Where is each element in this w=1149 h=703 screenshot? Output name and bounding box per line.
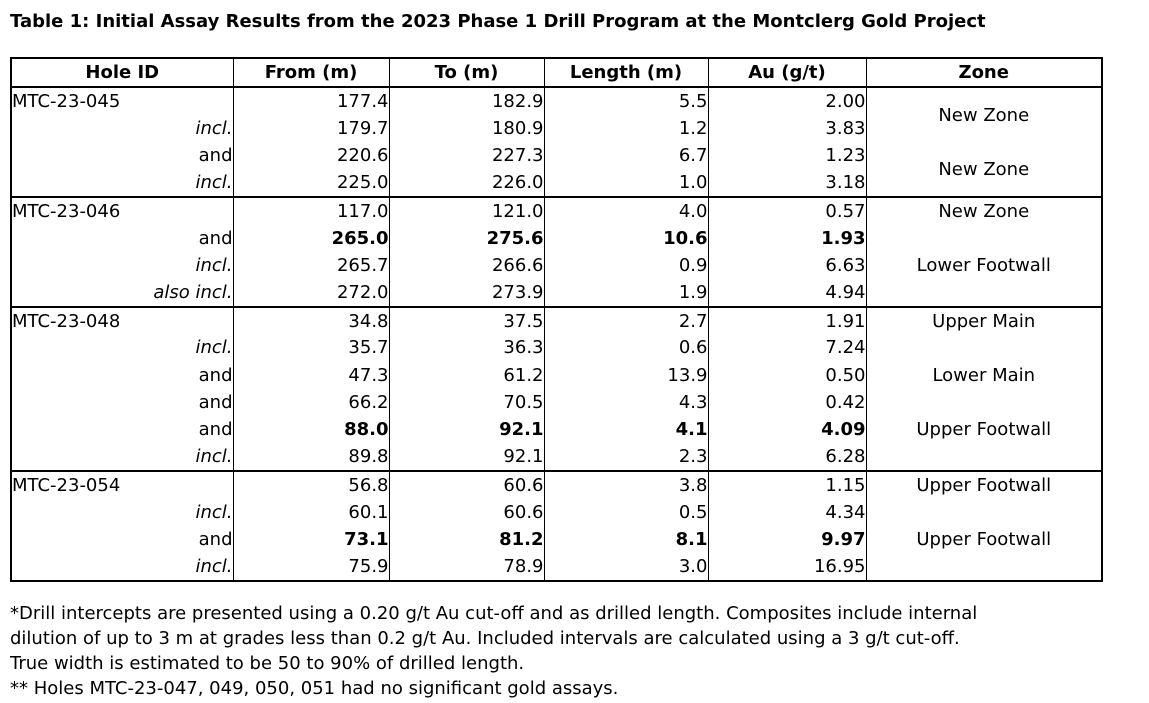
qualifier-cell: incl. [11, 334, 233, 361]
qualifier-cell: incl. [11, 444, 233, 471]
length-cell: 0.9 [544, 252, 708, 280]
length-cell: 5.5 [544, 87, 708, 115]
qualifier-cell: incl. [11, 115, 233, 143]
to-cell: 60.6 [389, 499, 544, 527]
qualifier-cell: and [11, 225, 233, 253]
length-cell: 1.0 [544, 170, 708, 198]
table-header [11, 58, 1102, 87]
from-cell: 220.6 [233, 142, 389, 170]
from-cell: 177.4 [233, 87, 389, 115]
length-cell: 4.3 [544, 389, 708, 416]
au-cell: 1.91 [708, 307, 866, 334]
zone-label: Upper Footwall [916, 419, 1052, 440]
table-row [11, 307, 1102, 334]
hole-id-cell: MTC-23-054 [11, 471, 233, 499]
length-cell: 4.1 [544, 416, 708, 443]
au-cell: 1.23 [708, 142, 866, 170]
zone-cell [866, 471, 1102, 581]
length-cell: 3.0 [544, 554, 708, 582]
au-cell: 4.34 [708, 499, 866, 527]
zone-spacer [867, 389, 1102, 416]
table-row [11, 197, 1102, 225]
qualifier-cell: also incl. [11, 280, 233, 308]
from-cell: 75.9 [233, 554, 389, 582]
qualifier-cell: and [11, 416, 233, 443]
zone-spacer [867, 443, 1102, 470]
au-cell: 2.00 [708, 87, 866, 115]
qualifier-cell: incl. [11, 252, 233, 280]
au-cell: 4.94 [708, 280, 866, 308]
to-cell: 266.6 [389, 252, 544, 280]
length-cell: 6.7 [544, 142, 708, 170]
hole-id-cell: MTC-23-046 [11, 197, 233, 225]
qualifier-cell: and [11, 526, 233, 554]
length-cell: 13.9 [544, 362, 708, 389]
au-cell: 3.83 [708, 115, 866, 143]
to-cell: 36.3 [389, 334, 544, 361]
column-header-from-m: From (m) [233, 58, 389, 87]
zone-label: Lower Main [932, 365, 1036, 386]
length-cell: 0.6 [544, 334, 708, 361]
au-cell: 4.09 [708, 416, 866, 443]
zone-cell [866, 197, 1102, 307]
qualifier-cell: and [11, 142, 233, 170]
zone-spacer [867, 499, 1102, 526]
table-title: Table 1: Initial Assay Results from the 2023 Phase 1 Drill Program at the Montclerg Gold Project [10, 11, 986, 32]
hole-id-cell: MTC-23-048 [11, 307, 233, 334]
au-cell: 16.95 [708, 554, 866, 582]
from-cell: 60.1 [233, 499, 389, 527]
assay-results-table [10, 57, 1103, 582]
footnote-line: *Drill intercepts are presented using a 0.20 g/t Au cut-off and as drilled length. Composites include internal [10, 603, 978, 624]
au-cell: 6.63 [708, 252, 866, 280]
to-cell: 70.5 [389, 389, 544, 416]
from-cell: 265.7 [233, 252, 389, 280]
to-cell: 60.6 [389, 471, 544, 499]
length-cell: 3.8 [544, 471, 708, 499]
length-cell: 1.2 [544, 115, 708, 143]
length-cell: 4.0 [544, 197, 708, 225]
column-header-to-m: To (m) [389, 58, 544, 87]
to-cell: 81.2 [389, 526, 544, 554]
qualifier-cell: and [11, 389, 233, 416]
from-cell: 272.0 [233, 280, 389, 308]
au-cell: 1.15 [708, 471, 866, 499]
au-cell: 7.24 [708, 334, 866, 361]
to-cell: 78.9 [389, 554, 544, 582]
to-cell: 182.9 [389, 87, 544, 115]
table-row [11, 471, 1102, 499]
zone-label: Upper Main [932, 311, 1036, 332]
to-cell: 273.9 [389, 280, 544, 308]
length-cell: 0.5 [544, 499, 708, 527]
to-cell: 37.5 [389, 307, 544, 334]
from-cell: 35.7 [233, 334, 389, 361]
zone-label: New Zone [938, 158, 1030, 180]
from-cell: 179.7 [233, 115, 389, 143]
zone-cell [866, 307, 1102, 471]
hole-id-cell: MTC-23-045 [11, 87, 233, 115]
to-cell: 121.0 [389, 197, 544, 225]
footnote-line: True width is estimated to be 50 to 90% of drilled length. [10, 653, 525, 674]
length-cell: 1.9 [544, 280, 708, 308]
to-cell: 275.6 [389, 225, 544, 253]
length-cell: 8.1 [544, 526, 708, 554]
zone-spacer [867, 335, 1102, 362]
length-cell: 2.3 [544, 444, 708, 471]
au-cell: 3.18 [708, 170, 866, 198]
length-cell: 2.7 [544, 307, 708, 334]
table-body [11, 87, 1102, 581]
au-cell: 0.42 [708, 389, 866, 416]
zone-spacer [867, 225, 1102, 252]
au-cell: 0.50 [708, 362, 866, 389]
from-cell: 66.2 [233, 389, 389, 416]
au-cell: 6.28 [708, 444, 866, 471]
column-header-zone: Zone [866, 58, 1102, 87]
from-cell: 73.1 [233, 526, 389, 554]
to-cell: 227.3 [389, 142, 544, 170]
zone-cell [866, 87, 1102, 197]
column-header-length-m: Length (m) [544, 58, 708, 87]
zone-label: Upper Footwall [916, 529, 1052, 550]
qualifier-cell: and [11, 362, 233, 389]
qualifier-cell: incl. [11, 554, 233, 582]
to-cell: 92.1 [389, 444, 544, 471]
to-cell: 61.2 [389, 362, 544, 389]
from-cell: 225.0 [233, 170, 389, 198]
zone-label: New Zone [938, 201, 1030, 222]
au-cell: 0.57 [708, 197, 866, 225]
from-cell: 265.0 [233, 225, 389, 253]
footnotes [10, 601, 977, 701]
from-cell: 56.8 [233, 471, 389, 499]
length-cell: 10.6 [544, 225, 708, 253]
qualifier-cell: incl. [11, 170, 233, 198]
footnote-line: dilution of up to 3 m at grades less than 0.2 g/t Au. Included intervals are calculated using a 3 g/t cut-off. [10, 628, 960, 649]
to-cell: 180.9 [389, 115, 544, 143]
to-cell: 92.1 [389, 416, 544, 443]
au-cell: 9.97 [708, 526, 866, 554]
table-row [11, 87, 1102, 115]
zone-label: Lower Footwall [916, 255, 1051, 276]
zone-label: New Zone [938, 104, 1030, 126]
zone-spacer [867, 553, 1102, 580]
from-cell: 34.8 [233, 307, 389, 334]
header-row [11, 58, 1102, 87]
from-cell: 47.3 [233, 362, 389, 389]
footnote-line: ** Holes MTC-23-047, 049, 050, 051 had no significant gold assays. [10, 678, 619, 699]
zone-spacer [867, 279, 1102, 306]
from-cell: 117.0 [233, 197, 389, 225]
to-cell: 226.0 [389, 170, 544, 198]
qualifier-cell: incl. [11, 499, 233, 527]
from-cell: 88.0 [233, 416, 389, 443]
au-cell: 1.93 [708, 225, 866, 253]
zone-label: Upper Footwall [916, 475, 1052, 496]
column-header-au-g-t: Au (g/t) [708, 58, 866, 87]
column-header-hole-id: Hole ID [11, 58, 233, 87]
from-cell: 89.8 [233, 444, 389, 471]
